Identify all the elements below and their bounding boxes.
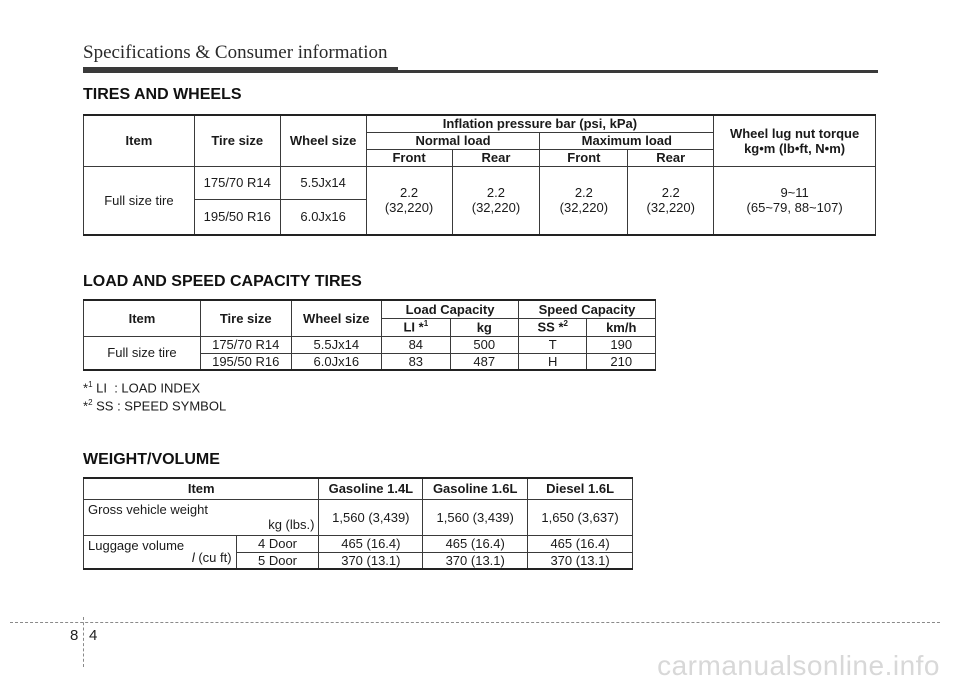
pressure-value: 2.2: [486, 185, 505, 201]
footer-page-divider: [83, 617, 84, 667]
li-cell: 83: [382, 353, 450, 370]
kmh-cell: 190: [587, 336, 656, 353]
wheel-size-cell: 5.5Jx14: [291, 336, 382, 353]
row-label-full-size-tire: Full size tire: [84, 166, 195, 235]
col-header-tire-size: Tire size: [200, 300, 291, 336]
col-header-front: Front: [540, 149, 628, 166]
tire-size-cell: 195/50 R16: [200, 353, 291, 370]
pressure-normal-front: [366, 166, 452, 235]
col-header-lug-torque: [714, 115, 876, 166]
col-header-kmh: km/h: [587, 318, 656, 336]
load-speed-table: [83, 299, 656, 371]
pressure-value: 2.2: [661, 185, 680, 201]
header-rule-accent: [83, 67, 398, 73]
watermark-text: carmanualsonline.info: [657, 650, 940, 681]
tire-size-cell: 195/50 R16: [194, 199, 280, 235]
luggage-g16: 465 (16.4): [423, 535, 528, 552]
luggage-g16: 370 (13.1): [423, 552, 528, 569]
weight-section-title: WEIGHT/VOLUME: [83, 451, 220, 468]
tires-section-title: TIRES AND WHEELS: [83, 86, 242, 103]
gross-weight-g16: 1,560 (3,439): [423, 499, 528, 535]
gross-weight-unit: kg (lbs.): [268, 516, 315, 532]
pressure-value: 2.2: [574, 185, 593, 201]
col-header-gasoline-16: Gasoline 1.6L: [423, 478, 528, 499]
col-header-ss: SS *$^2$: [519, 318, 587, 336]
col-header-maximum-load: Maximum load: [540, 132, 714, 149]
luggage-d16: 465 (16.4): [528, 535, 633, 552]
col-header-gasoline-14: Gasoline 1.4L: [319, 478, 423, 499]
col-header-inflation: Inflation pressure bar (psi, kPa): [366, 115, 714, 132]
li-cell: 84: [382, 336, 450, 353]
wheel-size-cell: 6.0Jx16: [280, 199, 366, 235]
kmh-cell: 210: [587, 353, 656, 370]
footnote-ss: *$^2$ SS : SPEED SYMBOL: [83, 398, 227, 414]
gross-weight-g14: 1,560 (3,439): [319, 499, 423, 535]
kg-cell: 487: [450, 353, 518, 370]
luggage-volume-label: Luggage volume: [88, 537, 185, 553]
pressure-value: 2.2: [400, 185, 419, 201]
pressure-sub: (32,220): [646, 200, 695, 216]
footer-dashed-rule: [10, 622, 940, 623]
torque-value: 9~11: [780, 185, 809, 201]
luggage-g14: 370 (13.1): [319, 552, 423, 569]
wheel-size-cell: 6.0Jx16: [291, 353, 382, 370]
tires-wheels-table: [83, 114, 876, 236]
lug-torque-line2: kg•m (lb•ft, N•m): [744, 140, 846, 156]
pressure-max-rear: [628, 166, 714, 235]
tire-size-cell: 175/70 R14: [200, 336, 291, 353]
luggage-g14: 465 (16.4): [319, 535, 423, 552]
row-label-full-size-tire: Full size tire: [84, 336, 201, 370]
wheel-size-cell: 5.5Jx14: [280, 166, 366, 199]
col-header-front: Front: [366, 149, 452, 166]
gross-weight-label: Gross vehicle weight: [88, 501, 208, 517]
footnote-li: *$^1$ LI : LOAD INDEX: [83, 380, 201, 396]
col-header-kg: kg: [450, 318, 518, 336]
col-header-wheel-size: Wheel size: [291, 300, 382, 336]
pressure-normal-rear: [452, 166, 540, 235]
pressure-sub: (32,220): [471, 200, 521, 216]
col-header-speed-capacity: Speed Capacity: [519, 300, 656, 318]
col-header-tire-size: Tire size: [194, 115, 280, 166]
col-header-item: Item: [84, 300, 201, 336]
col-header-diesel-16: Diesel 1.6L: [528, 478, 633, 499]
weight-volume-table: [83, 477, 633, 570]
pressure-sub: (32,220): [559, 200, 609, 216]
col-header-wheel-size: Wheel size: [280, 115, 366, 166]
page-header-title: Specifications & Consumer information: [83, 42, 388, 63]
door-cell: 4 Door: [236, 535, 319, 552]
load-section-title: LOAD AND SPEED CAPACITY TIRES: [83, 273, 362, 290]
pressure-max-front: [540, 166, 628, 235]
lug-torque-value: [714, 166, 876, 235]
luggage-d16: 370 (13.1): [528, 552, 633, 569]
col-header-rear: Rear: [452, 149, 540, 166]
col-header-load-capacity: Load Capacity: [382, 300, 519, 318]
row-label-gross-weight: [84, 499, 319, 535]
pressure-sub: (32,220): [384, 200, 434, 216]
col-header-item: Item: [84, 115, 195, 166]
col-header-normal-load: Normal load: [366, 132, 540, 149]
ss-cell: T: [519, 336, 587, 353]
col-header-li: LI *$^1$: [382, 318, 450, 336]
col-header-item: Item: [84, 478, 319, 499]
lug-torque-line1: Wheel lug nut torque: [729, 125, 860, 141]
ss-cell: H: [519, 353, 587, 370]
col-header-rear: Rear: [628, 149, 714, 166]
gross-weight-d16: 1,650 (3,637): [528, 499, 633, 535]
chapter-number: 8: [70, 627, 79, 644]
luggage-volume-unit: l (cu ft): [191, 550, 232, 565]
kg-cell: 500: [450, 336, 518, 353]
row-label-luggage-volume: [84, 535, 237, 569]
torque-sub: (65~79, 88~107): [746, 200, 843, 216]
page-number: 4: [89, 627, 98, 644]
tire-size-cell: 175/70 R14: [194, 166, 280, 199]
door-cell: 5 Door: [236, 552, 319, 569]
